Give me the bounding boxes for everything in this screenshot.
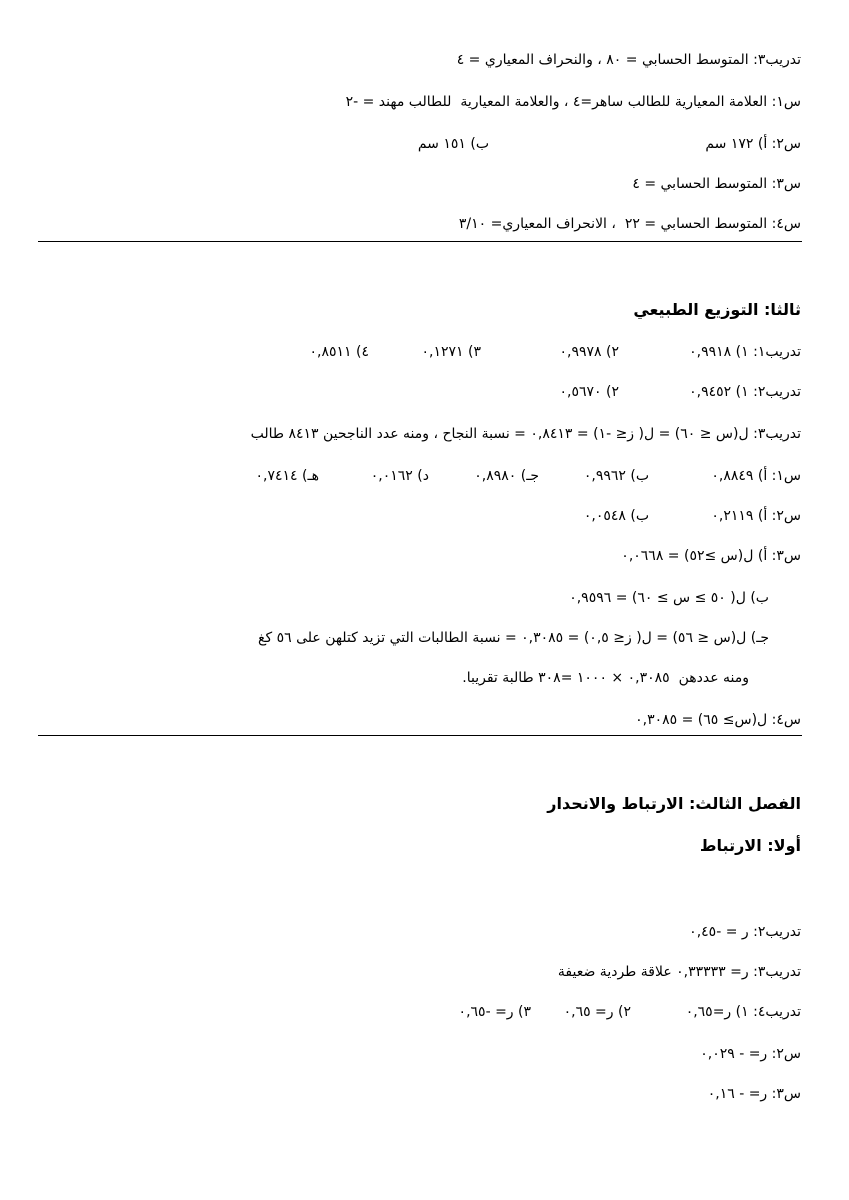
n-q1-d: د) ٠,٠١٦٢ — [370, 468, 429, 484]
n-q1-a: س١: أ) ٠,٨٨٤٩ — [711, 468, 801, 484]
c-training4-item1: تدريب٤: ١) ر=٠,٦٥ — [685, 1004, 801, 1020]
c-training4-item2: ٢) ر= ٠,٦٥ — [563, 1004, 631, 1020]
divider-1 — [38, 241, 802, 242]
n-q1-b: ب) ٠,٩٩٦٢ — [583, 468, 649, 484]
c-q2: س٢: ر= - ٠,٠٢٩ — [700, 1046, 801, 1062]
n-training1-item1: تدريب١: ١) ٠,٩٩١٨ — [689, 344, 801, 360]
c-training3: تدريب٣: ر= ٠,٣٣٣٣٣ علاقة طردية ضعيفة — [557, 964, 801, 980]
n-training1-item2: ٢) ٠,٩٩٧٨ — [559, 344, 619, 360]
q4-line: س٤: المتوسط الحسابي = ٢٢ ، الانحراف المعياري= ٣/١٠ — [458, 216, 801, 232]
n-q4-line: س٤: ل(س≥ ٦٥) = ٠,٣٠٨٥ — [635, 712, 801, 728]
n-q3-c-cont: ومنه عددهن ٠,٣٠٨٥ × ١٠٠٠ =٣٠٨ طالبة تقريبا. — [462, 670, 749, 686]
q1-line: س١: العلامة المعيارية للطالب ساهر=٤ ، والعلامة المعيارية للطالب مهند = -٢ — [345, 94, 801, 110]
c-q3: س٣: ر= - ٠,١٦ — [707, 1086, 801, 1102]
n-training2-item1: تدريب٢: ١) ٠,٩٤٥٢ — [689, 384, 801, 400]
correlation-title: أولا: الارتباط — [699, 836, 801, 855]
q2-a-line: س٢: أ) ١٧٢ سم — [705, 136, 801, 152]
divider-2 — [38, 735, 802, 736]
normal-distribution-title: ثالثا: التوزيع الطبيعي — [633, 300, 801, 319]
n-training1-item4: ٤) ٠,٨٥١١ — [309, 344, 369, 360]
q2-b-line: ب) ١٥١ سم — [417, 136, 489, 152]
n-q2-b: ب) ٠,٠٥٤٨ — [583, 508, 649, 524]
q3-line: س٣: المتوسط الحسابي = ٤ — [632, 176, 801, 192]
c-training4-item3: ٣) ر= -٠,٦٥ — [458, 1004, 531, 1020]
training3-line: تدريب٣: المتوسط الحسابي = ٨٠ ، والنحراف المعياري = ٤ — [456, 52, 801, 68]
n-q2-a: س٢: أ) ٠,٢١١٩ — [711, 508, 801, 524]
n-training3-line: تدريب٣: ل(س ≤ ٦٠) = ل( ز≤ -١) = ٠,٨٤١٣ = نسبة النجاح ، ومنه عدد الناجحين ٨٤١٣ طالب — [250, 426, 801, 442]
n-q3-b: ب) ل( ٥٠ ≥ س ≥ ٦٠) = ٠,٩٥٩٦ — [569, 590, 769, 606]
n-q1-e: هـ) ٠,٧٤١٤ — [255, 468, 319, 484]
n-training1-item3: ٣) ٠,١٢٧١ — [421, 344, 481, 360]
n-q3-a: س٣: أ) ل(س ≥٥٢) = ٠,٠٦٦٨ — [621, 548, 801, 564]
c-training2: تدريب٢: ر = -٠,٤٥ — [689, 924, 801, 940]
n-q1-c: جـ) ٠,٨٩٨٠ — [474, 468, 539, 484]
chapter3-title: الفصل الثالث: الارتباط والانحدار — [547, 794, 801, 813]
n-q3-c: جـ) ل(س ≤ ٥٦) = ل( ز≤ ٠,٥) = ٠,٣٠٨٥ = نسبة الطالبات التي تزيد كتلهن على ٥٦ كغ — [258, 630, 769, 646]
n-training2-item2: ٢) ٠,٥٦٧٠ — [559, 384, 619, 400]
